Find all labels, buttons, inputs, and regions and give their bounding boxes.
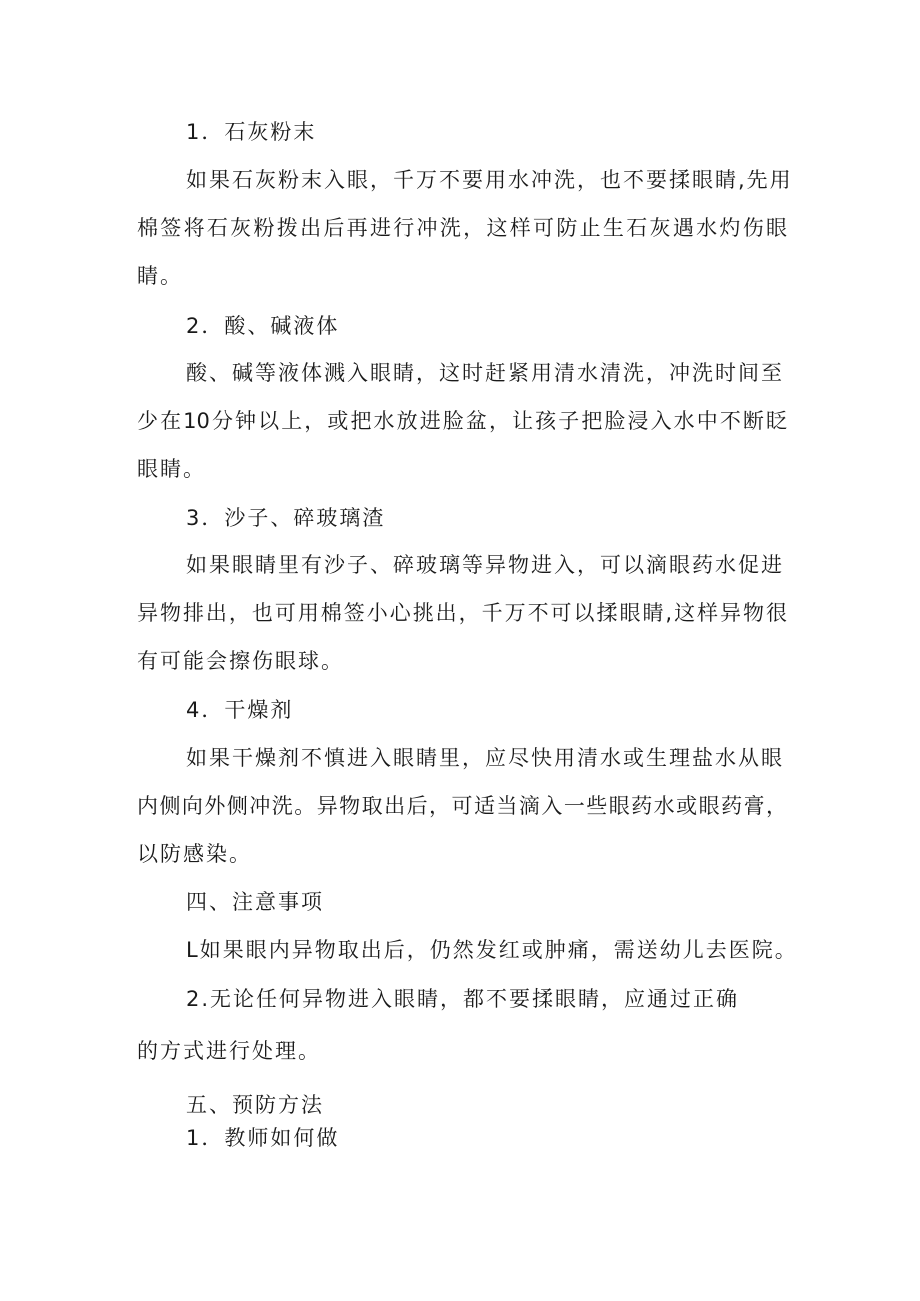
notes-item-2-continued: 的方式进行处理。 <box>137 1039 321 1063</box>
paragraph-line: 如果干燥剂不慎进入眼睛里，应尽快用清水或生理盐水从眼 <box>186 746 784 770</box>
paragraph-line: 如果眼睛里有沙子、碎玻璃等异物进入，可以滴眼药水促进 <box>186 553 784 577</box>
paragraph-line: 棉签将石灰粉拨出后再进行冲洗，这样可防止生石灰遇水灼伤眼 <box>137 216 787 240</box>
paragraph-line: 如果石灰粉末入眼，千万不要用水冲洗，也不要揉眼睛,先用 <box>186 168 793 192</box>
section-heading-desiccant: 4．干燥剂 <box>186 698 294 722</box>
section-heading-sand-glass: 3．沙子、碎玻璃渣 <box>186 506 386 530</box>
notes-heading: 四、注意事项 <box>186 890 324 914</box>
notes-item-1: L如果眼内异物取出后，仍然发红或肿痛，需送幼儿去医院。 <box>186 938 798 962</box>
paragraph-line: 异物排出，也可用棉签小心挑出，千万不可以揉眼睛,这样异物很 <box>137 601 787 625</box>
section-heading-acid-alkali: 2．酸、碱液体 <box>186 314 340 338</box>
paragraph-line: 内侧向外侧冲洗。异物取出后，可适当滴入一些眼药水或眼药膏， <box>137 794 787 818</box>
paragraph-line: 睛。 <box>137 264 183 288</box>
paragraph-line: 眼睛。 <box>137 457 206 481</box>
paragraph-line: 有可能会擦伤眼球。 <box>137 649 344 673</box>
prevention-subheading-teacher: 1．教师如何做 <box>186 1126 340 1150</box>
notes-item-2: 2.无论任何异物进入眼睛，都不要揉眼睛，应通过正确 <box>186 987 740 1011</box>
paragraph-line: 酸、碱等液体溅入眼睛，这时赶紧用清水清洗，冲洗时间至 <box>186 361 784 385</box>
paragraph-line: 以防感染。 <box>137 842 252 866</box>
section-heading-lime-powder: 1．石灰粉末 <box>186 120 317 144</box>
paragraph-line: 少在10分钟以上，或把水放进脸盆，让孩子把脸浸入水中不断眨 <box>137 409 787 433</box>
prevention-heading: 五、预防方法 <box>186 1093 324 1117</box>
